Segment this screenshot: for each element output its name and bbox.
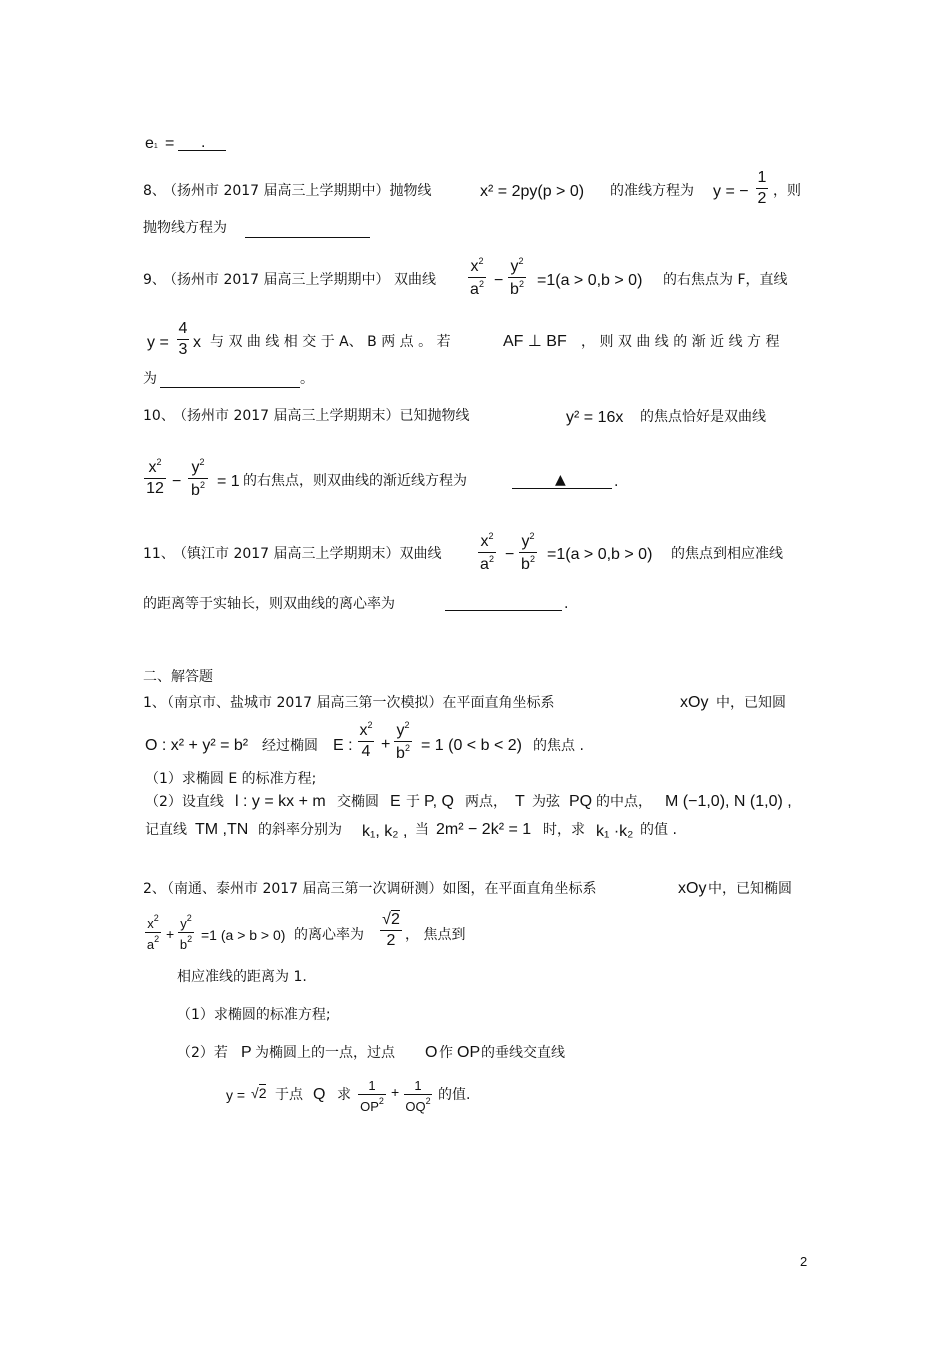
q10-number: 10、	[143, 408, 175, 424]
p1-source: （南京市、盐城市 2017 届高三第一次模拟）在平面直角坐标系	[160, 695, 555, 711]
p1-PQ: P, Q	[424, 793, 454, 810]
p1-condition: = 1 (0 < b < 2)	[421, 737, 522, 754]
p2-part2-d: 的垂线交直线	[481, 1045, 565, 1061]
p2-P: P	[241, 1044, 252, 1061]
fraction-bar	[478, 552, 496, 553]
p2-plus2: +	[391, 1084, 400, 1100]
p2-part3-c: 的值.	[438, 1087, 471, 1103]
p1-E: E	[390, 793, 401, 810]
q9-slope-fraction	[177, 321, 189, 359]
p2-fraction-op-denominator: $OP^2$	[360, 1095, 384, 1114]
q9-fraction-x-numerator: $x^2$	[470, 256, 484, 275]
q9-eq-cond: =1(a > 0,b > 0)	[537, 272, 643, 289]
fraction-bar	[756, 188, 768, 189]
p1-fraction-y-denominator: $b^2$	[396, 742, 410, 762]
p1-MN: M (−1,0), N (1,0) ,	[665, 793, 792, 810]
p1-number: 1、	[143, 695, 166, 711]
q8-number: 8、	[143, 183, 166, 199]
q11-fraction-x-denominator: $a^2$	[480, 553, 494, 573]
q8-source: （扬州市 2017 届高三上学期期中）抛物线	[163, 183, 432, 199]
p2-part3-a: 于点	[275, 1087, 303, 1103]
p1-fraction-x	[358, 721, 374, 761]
q9-number: 9、	[143, 272, 166, 288]
q8-tail: ，则	[773, 183, 801, 199]
q8-line2: 抛物线方程为	[143, 220, 227, 236]
p1-T: T	[515, 793, 525, 810]
p1-plus: +	[381, 736, 391, 753]
q10-end: .	[614, 474, 619, 490]
p1-fraction-y	[394, 721, 412, 763]
q9-fraction-y	[508, 257, 526, 299]
p2-fraction-x-numerator: $x^2$	[147, 913, 159, 931]
p1-part2-d: 两点，	[465, 794, 507, 810]
q11-mid-text: 的焦点到相应准线	[671, 546, 783, 562]
p1-condition2: 2m² − 2k² = 1	[436, 821, 532, 838]
section-title: 二、解答题	[143, 669, 213, 685]
p2-fraction-oq	[404, 1079, 432, 1113]
p2-ecc-numerator: √2	[382, 911, 400, 928]
fraction-bar	[177, 339, 189, 340]
p1-part3-c: 当	[415, 822, 429, 838]
p1-mid-text: 中，已知圆	[716, 695, 786, 711]
p1-fraction-x-numerator: $x^2$	[359, 720, 373, 739]
q9-x: x	[193, 334, 201, 351]
q8-fraction	[756, 170, 768, 208]
q11-fraction-y-denominator: $b^2$	[521, 553, 535, 573]
p1-line-l: l : y = kx + m	[235, 793, 326, 810]
p1-part1: （1）求椭圆 E 的标准方程;	[145, 771, 317, 787]
p2-line2: 相应准线的距离为 1.	[177, 969, 307, 985]
q10-fraction-x	[144, 458, 166, 498]
fraction-bar	[394, 741, 412, 742]
fraction-bar	[508, 277, 526, 278]
p1-part2-f: 的中点，	[596, 794, 652, 810]
q7-e-symbol: e	[145, 135, 154, 152]
q10-formula: y² = 16x	[566, 409, 624, 426]
p1-part2-c: 于	[406, 794, 420, 810]
q11-eq-cond: =1(a > 0,b > 0)	[547, 546, 653, 563]
q10-fraction-x-numerator: $x^2$	[148, 457, 162, 476]
p1-part3-e: 的值 .	[640, 822, 677, 838]
q10-fraction-y-numerator: $y^2$	[191, 457, 205, 476]
q8-formula: x² = 2py(p > 0)	[480, 183, 585, 200]
q9-fraction-y-numerator: $y^2$	[510, 256, 524, 275]
q9-line2-tail: ， 则 双 曲 线 的 渐 近 线 方 程	[581, 334, 780, 350]
q7-e-subscript: 1	[153, 143, 158, 150]
q10-fraction-x-denominator: 12	[146, 479, 164, 497]
q8-fraction-denominator: 2	[757, 189, 767, 207]
p1-TMTN: TM ,TN	[195, 821, 249, 838]
p2-fraction-oq-denominator: $OQ^2$	[405, 1095, 431, 1114]
fraction-bar	[468, 277, 486, 278]
fraction-bar	[188, 478, 208, 479]
q8-answer-blank	[245, 237, 370, 238]
q9-line3-end: 。	[300, 371, 314, 387]
q10-fraction-y-denominator: $b^2$	[191, 479, 205, 499]
p1-part2-a: （2）设直线	[145, 794, 224, 810]
fraction-bar	[358, 741, 374, 742]
q9-answer-blank	[160, 387, 300, 388]
q8-mid-text: 的准线方程为	[610, 183, 694, 199]
q9-perp: AF ⊥ BF	[503, 333, 567, 350]
p1-part2-e: 为弦	[532, 794, 560, 810]
q10-source: （扬州市 2017 届高三上学期期末）已知抛物线	[173, 408, 470, 424]
q11-number: 11、	[143, 546, 175, 562]
fraction-bar	[519, 552, 537, 553]
q9-fraction-y-denominator: $b^2$	[510, 278, 524, 298]
p2-condition: =1 (a > b > 0)	[201, 927, 286, 943]
q9-slope-numerator: 4	[178, 320, 188, 337]
p2-plus: +	[166, 926, 175, 942]
q7-e1	[145, 136, 158, 152]
q11-end: .	[564, 596, 569, 612]
p1-ellipse-label: E :	[333, 737, 353, 754]
p1-circle-eq: O : x² + y² = b²	[145, 737, 249, 754]
q8-y-equals: y = −	[713, 183, 749, 200]
q9-y-equals: y =	[147, 334, 169, 351]
q9-line3-start: 为	[143, 371, 157, 387]
p2-Q: Q	[313, 1086, 326, 1103]
q11-fraction-y	[519, 532, 537, 574]
p2-fraction-x-denominator: $a^2$	[146, 933, 160, 952]
fraction-bar	[145, 932, 161, 933]
q11-fraction-y-numerator: $y^2$	[521, 531, 535, 550]
p1-part3-d: 时，求	[543, 822, 585, 838]
p2-focus-text: ， 焦点到	[405, 927, 466, 943]
p2-mid-text: 中，已知椭圆	[708, 881, 792, 897]
q9-source: （扬州市 2017 届高三上学期期中） 双曲线	[163, 272, 436, 288]
fraction-bar	[178, 932, 194, 933]
q9-fraction-x-denominator: $a^2$	[470, 278, 484, 298]
p2-fraction-oq-numerator: 1	[414, 1078, 422, 1093]
p2-fraction-x	[145, 914, 161, 951]
p2-OP: OP	[457, 1044, 481, 1061]
q10-triangle: ▲	[555, 472, 566, 488]
p1-fraction-x-denominator: 4	[361, 742, 371, 760]
q9-mid-text: 的右焦点为 F，直线	[663, 272, 788, 288]
q11-fraction-x	[478, 532, 496, 574]
q10-mid-text: 的焦点恰好是双曲线	[640, 409, 766, 425]
q10-equals: = 1	[217, 473, 240, 490]
p2-y-equals: y =	[226, 1087, 246, 1103]
q11-answer-blank	[445, 610, 562, 611]
q10-fraction-y	[188, 458, 208, 500]
p2-fraction-op	[358, 1079, 386, 1113]
p1-product: k₁ ·k₂	[596, 823, 634, 840]
p1-focus-text: 的焦点 .	[533, 738, 584, 754]
p2-source: （南通、泰州市 2017 届高三第一次调研测）如图，在平面直角坐标系	[160, 881, 597, 897]
p1-part3-b: 的斜率分别为	[258, 822, 342, 838]
p2-sqrt2: √2	[251, 1085, 267, 1101]
q11-fraction-x-numerator: $x^2$	[480, 531, 494, 550]
q11-source: （镇江市 2017 届高三上学期期末）双曲线	[173, 546, 442, 562]
p2-ecc-denominator: 2	[386, 931, 396, 949]
fraction-bar	[144, 478, 166, 479]
q7-equals: =	[165, 135, 175, 152]
p2-number: 2、	[143, 881, 166, 897]
p1-k1k2: k₁, k₂ ,	[362, 823, 408, 840]
fraction-bar	[404, 1094, 432, 1095]
p1-fraction-y-numerator: $y^2$	[396, 720, 410, 739]
p1-xoy: xOy	[680, 694, 709, 711]
page-number: 2	[800, 1254, 808, 1269]
p1-pass-text: 经过椭圆	[262, 738, 318, 754]
q9-minus: −	[494, 272, 504, 289]
q10-answer-blank	[512, 488, 612, 489]
p2-part2-c: 作	[439, 1045, 453, 1061]
p2-fraction-y	[178, 914, 194, 951]
q10-minus: −	[172, 473, 182, 490]
p2-ecc-text: 的离心率为	[294, 927, 364, 943]
p2-part1: （1）求椭圆的标准方程;	[177, 1007, 331, 1023]
p2-part2-a: （2）若	[177, 1045, 228, 1061]
fraction-bar	[380, 930, 402, 931]
fraction-bar	[358, 1094, 386, 1095]
q11-minus: −	[505, 546, 515, 563]
q9-line2: 与 双 曲 线 相 交 于 A、 B 两 点 。 若	[210, 334, 451, 350]
q10-line2: 的右焦点，则双曲线的渐近线方程为	[243, 473, 467, 489]
p2-part3-b: 求	[337, 1087, 351, 1103]
p2-xoy: xOy	[678, 880, 707, 897]
p2-ecc-fraction	[380, 912, 402, 950]
p2-fraction-y-numerator: $y^2$	[180, 913, 192, 931]
p1-part2-b: 交椭圆	[337, 794, 379, 810]
q7-blank-dot: .	[201, 134, 206, 151]
q9-slope-denominator: 3	[178, 340, 188, 358]
p2-part2-b: 为椭圆上的一点，过点	[255, 1045, 395, 1061]
q9-fraction-x	[468, 257, 486, 299]
p1-part3-a: 记直线	[145, 822, 187, 838]
p2-fraction-y-denominator: $b^2$	[179, 933, 193, 952]
q11-line2: 的距离等于实轴长，则双曲线的离心率为	[143, 596, 395, 612]
p2-O: O	[425, 1044, 438, 1061]
p1-PQ-chord: PQ	[569, 793, 593, 810]
p2-fraction-op-numerator: 1	[368, 1078, 376, 1093]
q8-fraction-numerator: 1	[757, 169, 767, 186]
